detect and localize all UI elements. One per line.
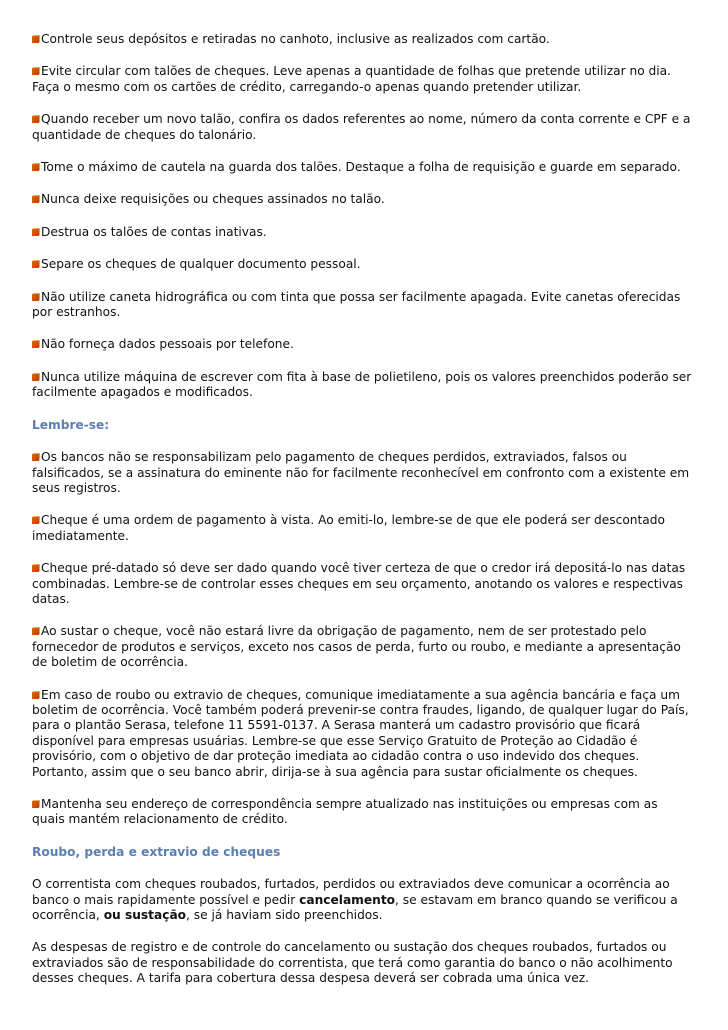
tip-item [32,32,692,47]
bullet-icon [32,374,39,381]
tip-text: Nunca utilize máquina de escrever com fita à base de polietileno, pois os valores preenchidos poderão ser facilmente apagados e modificados. [32,369,692,400]
bullet-icon [32,261,39,268]
tip-item [32,64,692,95]
reminder-text: Cheque pré-datado só deve ser dado quando você tiver certeza de que o credor irá depositá-lo nas datas combinadas. Lembre-se de controlar esses cheques em seu orçamento, anotando os valores e respectivas datas. [32,561,686,606]
reminder-text: Mantenha seu endereço de correspondência sempre atualizado nas instituições ou empresas com as quais mantém relacionamento de crédito. [32,797,658,827]
paragraph-correntista [32,877,692,923]
bullet-icon [32,517,39,524]
reminder-item [32,561,692,607]
tips-list [32,32,692,401]
reminder-text: Em caso de roubo ou extravio de cheques, comunique imediatamente a sua agência bancária e faça um boletim de ocorrência. Você também poderá prevenir-se contra fraudes, ligando, de qualquer lugar do País, para o plantão Serasa, telefone 11 5591-0137. A Serasa manterá um cadastro provisório que ficará disponível para empresas usuárias. Lembre-se que esse Serviço Gratuito de Proteção ao Cidadão é provisório, com o objetivo de dar proteção imediata ao cidadão contra o uso indevido dos cheques. Portanto, assim que o seu banco abrir, dirija-se à sua agência para sustar oficialmente os cheques. [32,687,689,779]
bullet-icon [32,36,39,43]
document-page [32,32,692,1004]
bullet-icon [32,164,39,171]
bullet-icon [32,229,39,236]
bullet-icon [32,454,39,461]
paragraph-text: , se já haviam sido preenchidos. [186,908,383,923]
paragraph-despesas: As despesas de registro e de controle do cancelamento ou sustação dos cheques roubados, furtados ou extraviados são de responsabilidade do correntista, que terá como garantia do banco o não acolhimento desses cheques. A tarifa para cobertura dessa despesa deverá ser cobrada uma única vez. [32,940,673,986]
reminder-item [32,624,692,670]
emphasis-sustacao: ou sustação [103,908,187,923]
tip-text: Não utilize caneta hidrográfica ou com tinta que possa ser facilmente apagada. Evite canetas oferecidas por estranhos. [32,289,681,320]
tip-item [32,337,692,352]
tip-item [32,370,692,401]
reminder-item [32,688,692,780]
reminder-text: Os bancos não se responsabilizam pelo pagamento de cheques perdidos, extraviados, falsos ou falsificados, se a assinatura do eminente não for facilmente reconhecível em confronto com a existente em seus registros. [32,450,690,495]
bullet-icon [32,565,39,572]
tip-text: Nunca deixe requisições ou cheques assinados no talão. [41,192,385,207]
bullet-icon [32,116,39,123]
reminders-list [32,450,692,828]
section-heading-roubo: Roubo, perda e extravio de cheques [32,844,281,859]
section-heading-lembre: Lembre-se: [32,417,110,432]
paragraph-text: , se estavam em branco quando se verificou a ocorrência, [32,892,678,923]
bullet-icon [32,68,39,75]
tip-text: Controle seus depósitos e retiradas no canhoto, inclusive as realizados com cartão. [41,32,550,46]
bullet-icon [32,294,39,301]
bullet-icon [32,196,39,203]
emphasis-cancelamento: cancelamento [299,892,396,907]
tip-item [32,112,692,143]
bullet-icon [32,628,39,635]
tip-item [32,160,692,175]
tip-text: Separe os cheques de qualquer documento pessoal. [41,257,361,272]
tip-text: Evite circular com talões de cheques. Leve apenas a quantidade de folhas que pretende utilizar no dia. Faça o mesmo com os cartões de crédito, carregando-o apenas quando pretender utilizar. [32,64,672,94]
tip-item [32,290,692,321]
paragraph-text: O correntista com cheques roubados, furtados, perdidos ou extraviados deve comunicar a ocorrência ao banco o mais rapidamente possível e pedir [32,877,670,907]
reminder-text: Cheque é uma ordem de pagamento à vista. Ao emiti-lo, lembre-se de que ele poderá ser descontado imediatamente. [32,513,665,543]
reminder-item [32,450,692,496]
tip-text: Não forneça dados pessoais por telefone. [41,337,294,352]
reminder-item [32,513,692,544]
tip-text: Destrua os talões de contas inativas. [41,224,267,239]
tip-text: Tome o máximo de cautela na guarda dos talões. Destaque a folha de requisição e guarde em separado. [41,160,681,175]
bullet-icon [32,801,39,808]
bullet-icon [32,692,39,699]
tip-item [32,257,692,272]
bullet-icon [32,341,39,348]
reminder-item [32,797,692,828]
tip-item [32,225,692,240]
tip-item [32,192,692,207]
reminder-text: Ao sustar o cheque, você não estará livre da obrigação de pagamento, nem de ser protestado pelo fornecedor de produtos e serviços, exceto nos casos de perda, furto ou roubo, e mediante a apresentação de boletim de ocorrência. [32,624,681,670]
tip-text: Quando receber um novo talão, confira os dados referentes ao nome, número da conta corrente e CPF e a quantidade de cheques do talonário. [32,112,691,142]
